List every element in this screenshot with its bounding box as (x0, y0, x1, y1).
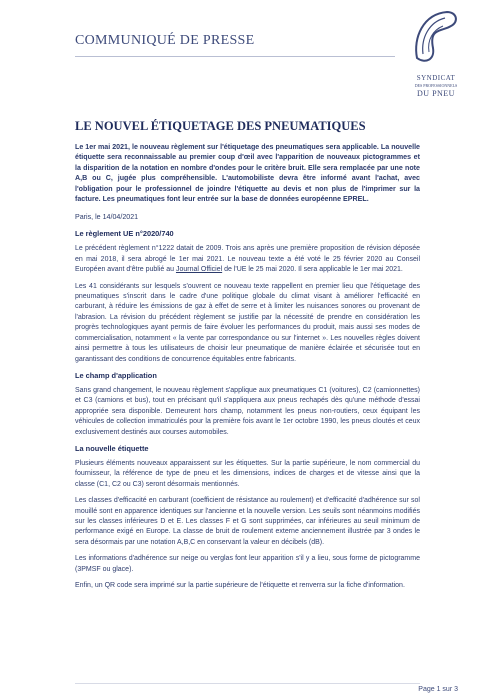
footer-divider (75, 683, 420, 684)
section-reglement-paragraph-1 (75, 244, 420, 275)
section-etiquette-paragraph-4: Enfin, un QR code sera imprimé sur la partie supérieure de l'étiquette et renverra sur la fiche d'information. (75, 582, 405, 589)
section-etiquette-paragraph-2: Les classes d'efficacité en carburant (coefficient de résistance au roulement) et d'efficacité d'adhérence sur sol mouillé sont en apparence identiques sur l'ancienne et la nouvelle version. Les seuils sont néanmoins modifiés sur les classes inférieures D et E. Les classes F et G sont supprimées, car inférieures au seuil minimum de performance exigé en Europe. La classe de bruit de roulement externe anciennement illustrée par 3 ondes le sera désormais par une notation A,B,C en conservant la valeur en décibels (dB). (75, 497, 420, 546)
header-title: COMMUNIQUÉ DE PRESSE (75, 33, 255, 48)
header-divider (75, 56, 395, 57)
journal-officiel-link[interactable]: Journal Officiel (175, 266, 223, 274)
tire-emblem-icon (411, 8, 461, 70)
page-number: Page 1 sur 3 (418, 686, 458, 693)
paragraph-text: de l'UE le 25 mai 2020. Il sera applicable le 1er mai 2021. (222, 266, 403, 274)
section-champ-paragraph-1: Sans grand changement, le nouveau règlement s'applique aux pneumatiques C1 (voitures), C2 (camionnettes) et C3 (camions et bus), tout en précisant qu'il s'appliquera aux pneus rechapés dès qu'une méthode d'essai appropriée sera disponible. Demeurent hors champ, notamment les pneus non-routiers, ceux équipant les véhicules de collection immatriculés pour la première fois avant le 1er octobre 1990, les pneus cloutés et ceux exclusivement destinés aux courses automobiles. (75, 386, 420, 436)
logo-name: SYNDICAT (416, 74, 456, 82)
document-date: Paris, le 14/04/2021 (75, 213, 139, 222)
document-title: LE NOUVEL ÉTIQUETAGE DES PNEUMATIQUES (75, 119, 366, 133)
document-body (75, 142, 420, 597)
logo-brand: DU PNEU (417, 89, 455, 98)
lead-paragraph: Le 1er mai 2021, le nouveau règlement sur l'étiquetage des pneumatiques sera applicable. La nouvelle étiquette sera reconnaissable au premier coup d'œil avec l'apparition de nouveaux pictogrammes et la disparition de la notation en nombre d'ondes pour le critère bruit. Elle sera remplacée par une note A,B ou C, jugée plus compréhensible. L'automobiliste devra être informé avant l'achat, avec l'obligation pour le professionnel de joindre l'étiquette au devis et non plus de l'imprimer sur la facture. Les pneumatiques font leur entrée sur la base de données européenne EPREL. (75, 143, 420, 204)
section-reglement-paragraph-2: Les 41 considérants sur lesquels s'ouvrent ce nouveau texte rappellent en premier lieu que l'étiquetage des pneumatiques s'inscrit dans le cadre d'une politique globale du climat visant à améliorer l'efficacité en carburant, à réduire les émissions de gaz à effet de serre et à limiter les nuisances sonores ou provenant de l'abrasion. La révision du précédent règlement se justifie par la nécessité de prendre en considération les progrès technologiques ayant permis de faire évoluer les performances du produit, mais aussi ses modes de commercialisation, notamment « la vente par correspondance ou sur l'internet ». Les nouvelles règles doivent ainsi permettre à tous les utilisateurs de choisir leur pneumatique de manière éclairée et sécurisée tout en garantissant des conditions de concurrence équitables entre fabricants. (75, 282, 420, 363)
section-title-reglement: Le règlement UE n°2020/740 (75, 229, 174, 239)
syndicat-logo (397, 8, 475, 104)
logo-subtitle: DES PROFESSIONNELS (414, 83, 458, 88)
paragraph-text: Le précédent règlement n°1222 datait de 2009. Trois ans après une première proposition de révision déposée en mai 2018, il sera abrogé le 1er mai 2021. Le nouveau texte a été voté le 25 février 2020 au Conseil Européen avant d'être publié au (75, 245, 420, 274)
section-etiquette-paragraph-1: Plusieurs éléments nouveaux apparaissent sur les étiquettes. Sur la partie supérieure, le nom commercial du fournisseur, la référence de type de pneu et les dimensions, indices de charges et de vitesse ainsi que la classe (C1, C2 ou C3) seront désormais mentionnés. (75, 459, 420, 488)
section-title-etiquette: La nouvelle étiquette (75, 443, 149, 453)
section-title-champ: Le champ d'application (75, 370, 157, 380)
section-etiquette-paragraph-3: Les informations d'adhérence sur neige ou verglas font leur apparition s'il y a lieu, sous forme de pictogramme (3PMSF ou glace). (75, 555, 420, 573)
